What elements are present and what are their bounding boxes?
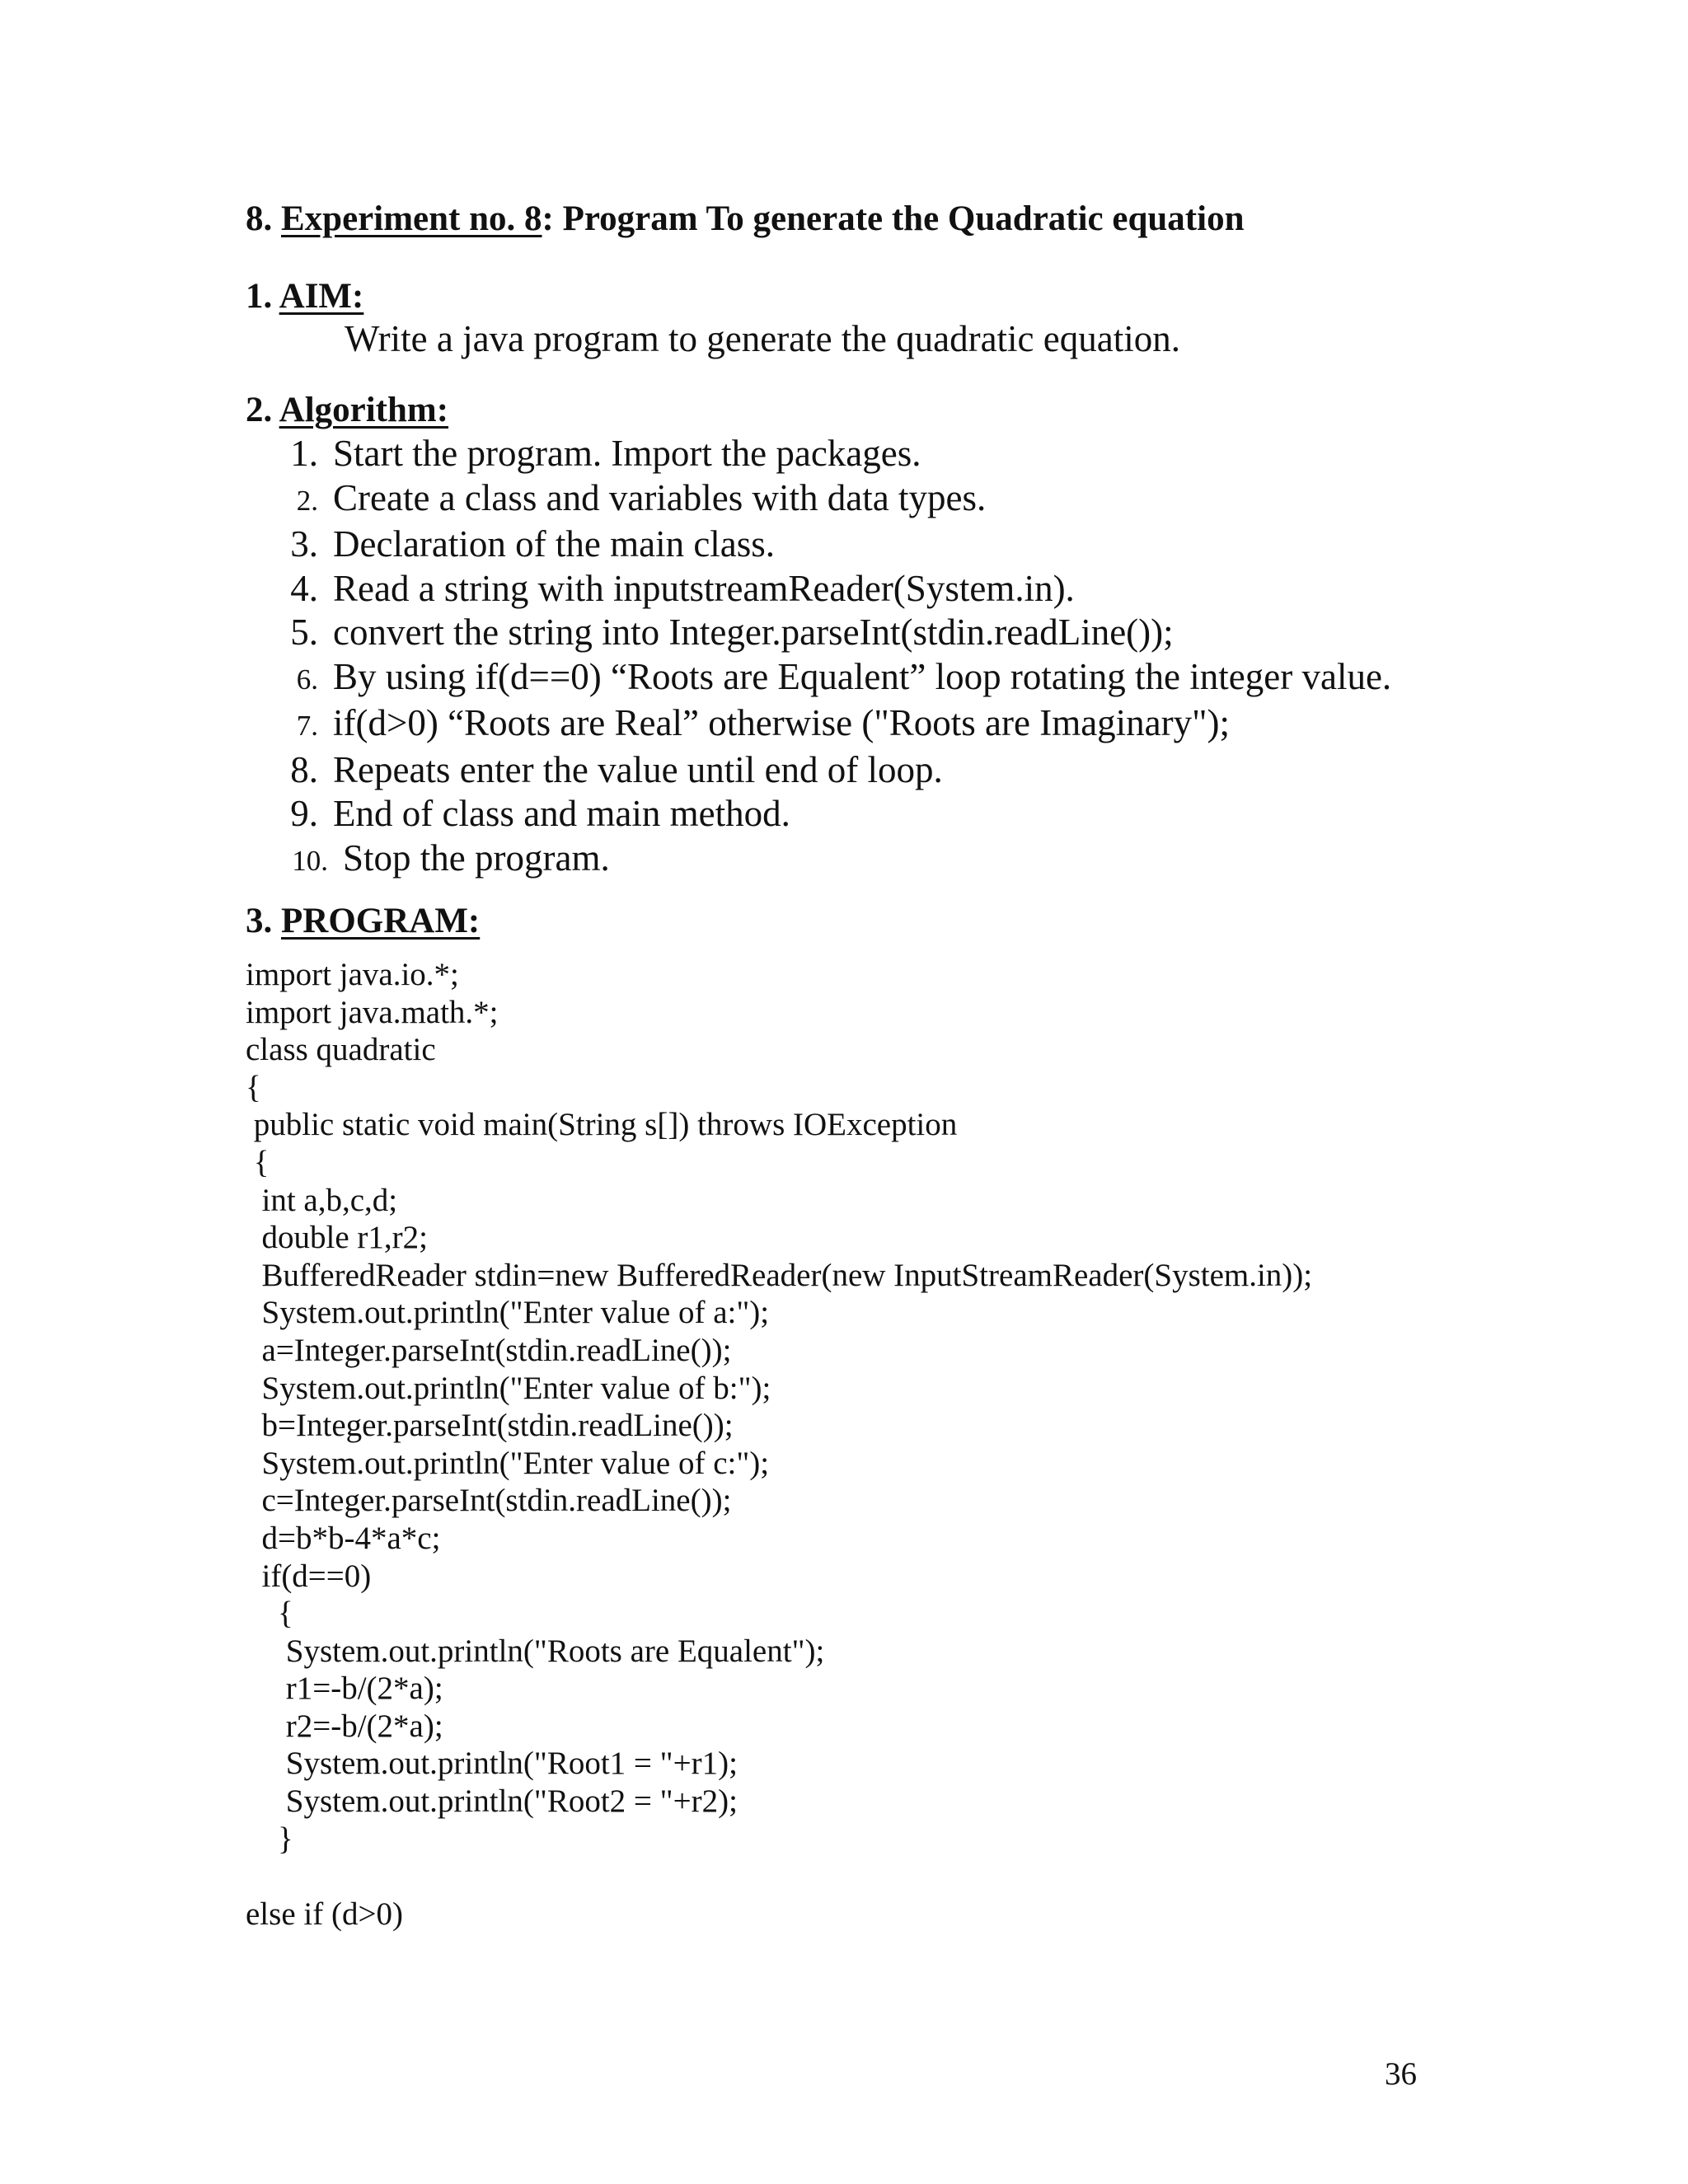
- code-line: class quadratic: [246, 1032, 436, 1068]
- algorithm-label: Algorithm:: [279, 391, 449, 429]
- algorithm-step: [262, 567, 1391, 612]
- step-text: Stop the program.: [343, 837, 610, 879]
- page-title: [246, 198, 1245, 241]
- algorithm-step: [262, 432, 1391, 476]
- algorithm-step: [262, 611, 1391, 655]
- code-line: }: [246, 1821, 293, 1857]
- code-line: c=Integer.parseInt(stdin.readLine());: [246, 1483, 732, 1519]
- aim-text: Write a java program to generate the quadratic equation.: [345, 318, 1180, 359]
- code-line: System.out.println("Enter value of c:");: [246, 1445, 770, 1481]
- step-text: Read a string with inputstreamReader(System.in).: [333, 567, 1075, 609]
- step-number: 6.: [296, 663, 318, 696]
- code-line: System.out.println("Enter value of b:");: [246, 1370, 771, 1406]
- code-line: d=b*b-4*a*c;: [246, 1520, 441, 1556]
- code-line: {: [246, 1069, 261, 1105]
- aim-label: AIM:: [279, 277, 364, 316]
- algorithm-number: 2.: [246, 391, 279, 429]
- algorithm-step: [262, 476, 1391, 523]
- step-number: 1.: [290, 433, 318, 474]
- code-line: import java.io.*;: [246, 957, 459, 992]
- code-line: b=Integer.parseInt(stdin.readLine());: [246, 1408, 734, 1444]
- algorithm-step: [262, 748, 1391, 793]
- aim-heading: [246, 275, 363, 318]
- program-label: PROGRAM:: [281, 902, 481, 940]
- algorithm-step: [262, 655, 1391, 702]
- code-line: public static void main(String s[]) throws IOException: [246, 1107, 958, 1143]
- step-text: if(d>0) “Roots are Real” otherwise ("Roots are Imaginary");: [333, 702, 1230, 743]
- step-text: End of class and main method.: [333, 793, 790, 834]
- title-rest: : Program To generate the Quadratic equation: [542, 199, 1245, 238]
- step-number: 5.: [290, 612, 318, 653]
- program-number: 3.: [246, 902, 281, 940]
- step-number: 3.: [290, 523, 318, 565]
- algorithm-step: [262, 523, 1391, 567]
- code-line: double r1,r2;: [246, 1220, 428, 1256]
- code-line: {: [246, 1144, 270, 1180]
- code-line: import java.math.*;: [246, 994, 499, 1030]
- step-number: 2.: [296, 484, 318, 517]
- page-number: 36: [1385, 2056, 1417, 2092]
- title-experiment-label: Experiment no. 8: [281, 199, 542, 238]
- step-text: By using if(d==0) “Roots are Equalent” loop rotating the integer value.: [333, 655, 1392, 697]
- algorithm-step: [262, 701, 1391, 748]
- code-line: if(d==0): [246, 1558, 372, 1594]
- program-code: [246, 956, 1312, 1933]
- algorithm-heading: [246, 389, 448, 432]
- aim-number: 1.: [246, 277, 279, 316]
- code-line: System.out.println("Enter value of a:");: [246, 1295, 770, 1331]
- step-text: Repeats enter the value until end of loop.: [333, 748, 943, 790]
- step-text: Start the program. Import the packages.: [333, 433, 921, 474]
- title-number: 8.: [246, 199, 281, 238]
- step-number: 7.: [296, 710, 318, 742]
- code-line: a=Integer.parseInt(stdin.readLine());: [246, 1332, 732, 1368]
- algorithm-step: [262, 792, 1391, 837]
- step-text: Create a class and variables with data types.: [333, 476, 987, 518]
- code-line: r2=-b/(2*a);: [246, 1708, 443, 1744]
- step-text: convert the string into Integer.parseInt(stdin.readLine());: [333, 612, 1174, 653]
- code-line: System.out.println("Roots are Equalent");: [246, 1633, 825, 1669]
- code-line: [246, 1858, 1312, 1896]
- step-number: 10.: [292, 844, 328, 877]
- code-line: System.out.println("Root1 = "+r1);: [246, 1746, 738, 1782]
- algorithm-steps: [262, 432, 1391, 883]
- code-line: int a,b,c,d;: [246, 1182, 398, 1218]
- code-line: BufferedReader stdin=new BufferedReader(new InputStreamReader(System.in));: [246, 1257, 1313, 1293]
- program-heading: [246, 900, 480, 943]
- code-line: r1=-b/(2*a);: [246, 1671, 443, 1707]
- code-line: {: [246, 1596, 293, 1632]
- step-number: 9.: [290, 793, 318, 834]
- code-line: else if (d>0): [246, 1896, 403, 1932]
- code-line: System.out.println("Root2 = "+r2);: [246, 1783, 738, 1820]
- step-number: 8.: [290, 748, 318, 790]
- step-number: 4.: [290, 567, 318, 609]
- algorithm-step: [262, 837, 1391, 883]
- step-text: Declaration of the main class.: [333, 523, 776, 565]
